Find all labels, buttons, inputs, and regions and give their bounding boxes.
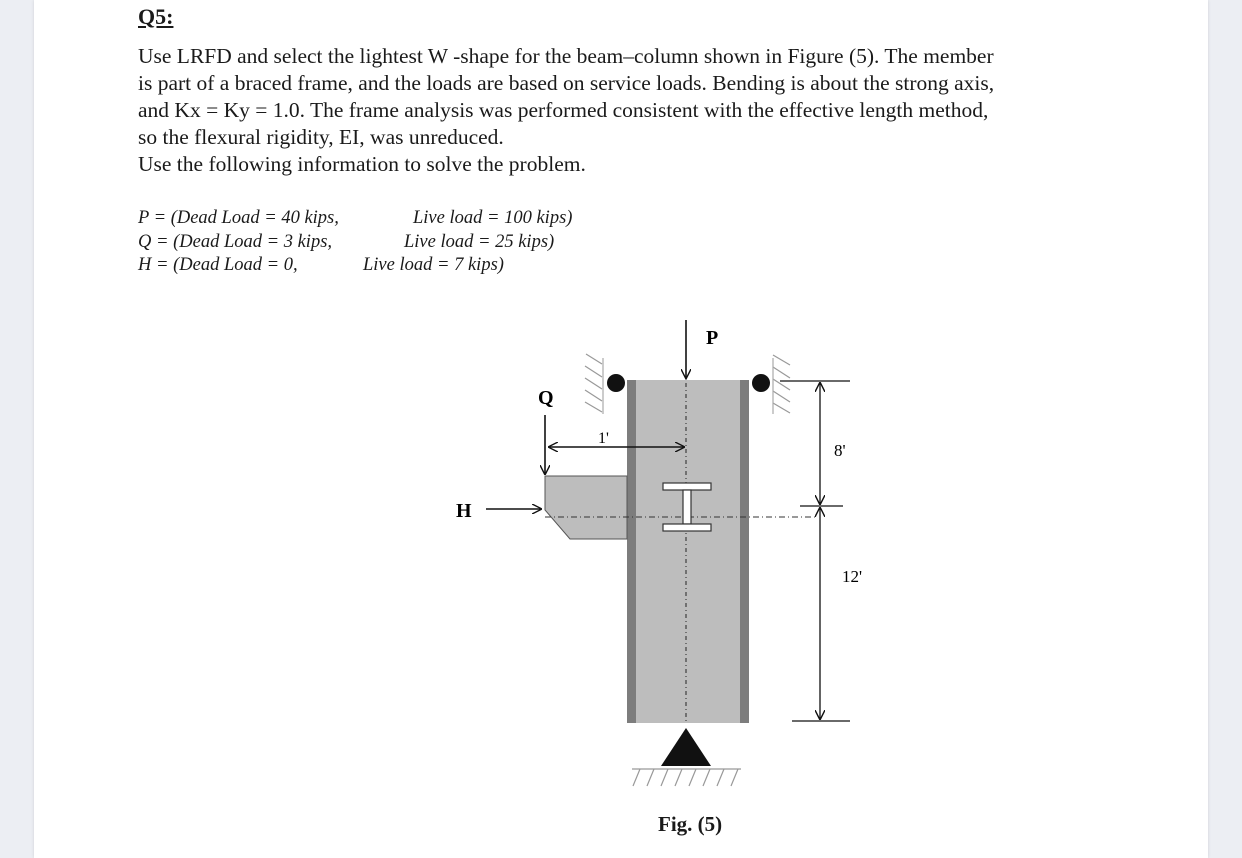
statement-line: is part of a braced frame, and the loads are based on service loads. Bending is about the strong axis, bbox=[138, 71, 995, 95]
pin-icon bbox=[752, 374, 770, 392]
statement-line: Use the following information to solve the problem. bbox=[138, 152, 586, 176]
upper-height-label: 8' bbox=[834, 441, 846, 460]
pin-triangle-icon bbox=[661, 728, 711, 766]
base-pin-support bbox=[632, 728, 741, 786]
statement-line: Use LRFD and select the lightest W -shape for the beam–column shown in Figure (5). The member bbox=[138, 44, 994, 68]
live-load-h: Live load = 7 kips) bbox=[363, 255, 504, 275]
dead-load-p: P = (Dead Load = 40 kips, bbox=[138, 208, 339, 228]
statement-line: so the flexural rigidity, EI, was unreduced. bbox=[138, 125, 504, 149]
load-H-label: H bbox=[456, 500, 472, 522]
column-web-view bbox=[627, 380, 749, 723]
live-load-q: Live load = 25 kips) bbox=[404, 231, 555, 252]
column bbox=[627, 372, 749, 723]
figure-caption: Fig. (5) bbox=[658, 812, 723, 836]
load-P-label: P bbox=[706, 327, 719, 349]
column-left-flange bbox=[627, 380, 636, 723]
dead-load-h: H = (Dead Load = 0, bbox=[138, 255, 298, 275]
pin-icon bbox=[607, 374, 625, 392]
top-right-support bbox=[752, 355, 790, 414]
height-dimensions bbox=[780, 381, 850, 721]
top-left-support bbox=[585, 354, 625, 414]
question-heading: Q5: bbox=[138, 4, 174, 29]
bracket bbox=[545, 476, 627, 539]
live-load-p: Live load = 100 kips) bbox=[413, 208, 573, 228]
total-height-label: 12' bbox=[842, 567, 863, 586]
column-right-flange bbox=[740, 380, 749, 723]
dead-load-q: Q = (Dead Load = 3 kips, bbox=[138, 231, 333, 252]
statement-line: and Kx = Ky = 1.0. The frame analysis was performed consistent with the effective length method, bbox=[138, 98, 989, 122]
load-Q-label: Q bbox=[538, 387, 554, 409]
eccentricity-label: 1' bbox=[598, 430, 609, 447]
